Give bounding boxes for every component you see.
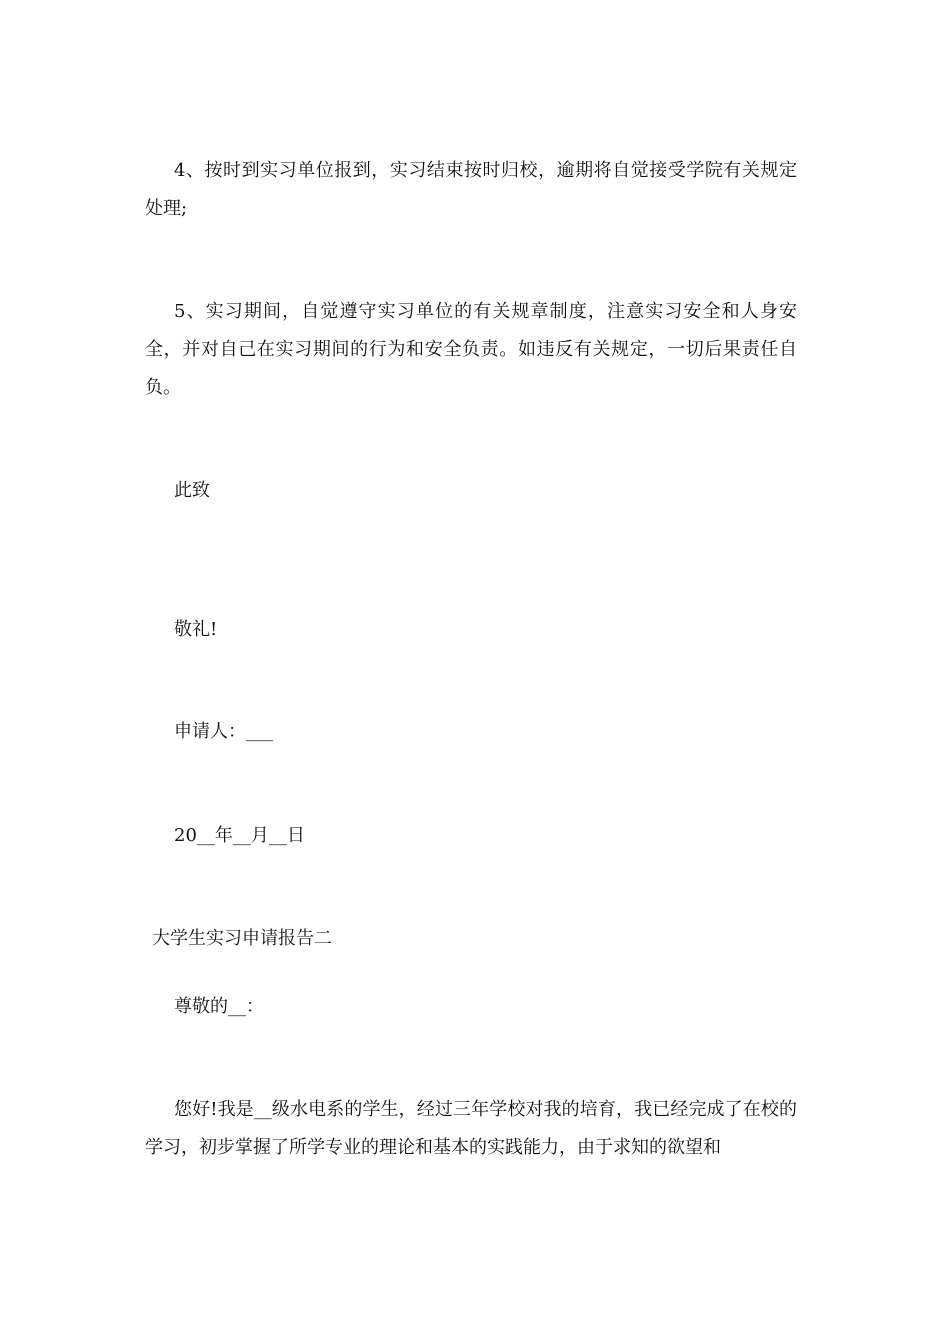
item-5-paragraph: 5、实习期间，自觉遵守实习单位的有关规章制度，注意实习安全和人身安全，并对自己在实习期间的行为和安全负责。如违反有关规定，一切后果责任自负。 xyxy=(145,301,797,398)
salutation-line: 尊敬的__： xyxy=(174,996,264,1017)
item-4-paragraph: 4、按时到实习单位报到，实习结束按时归校，逾期将自觉接受学院有关规定处理; xyxy=(145,160,797,219)
body-paragraph: 您好!我是__级水电系的学生，经过三年学校对我的培育，我已经完成了在校的学习，初步掌握了所学专业的理论和基本的实践能力，由于求知的欲望和 xyxy=(145,1099,797,1158)
date-line: 20__年__月__日 xyxy=(174,825,305,846)
closing-ci-zhi: 此致 xyxy=(174,480,210,501)
closing-jing-li: 敬礼! xyxy=(174,619,218,640)
applicant-line: 申请人：___ xyxy=(174,721,273,742)
section-title: 大学生实习申请报告二 xyxy=(152,928,332,949)
